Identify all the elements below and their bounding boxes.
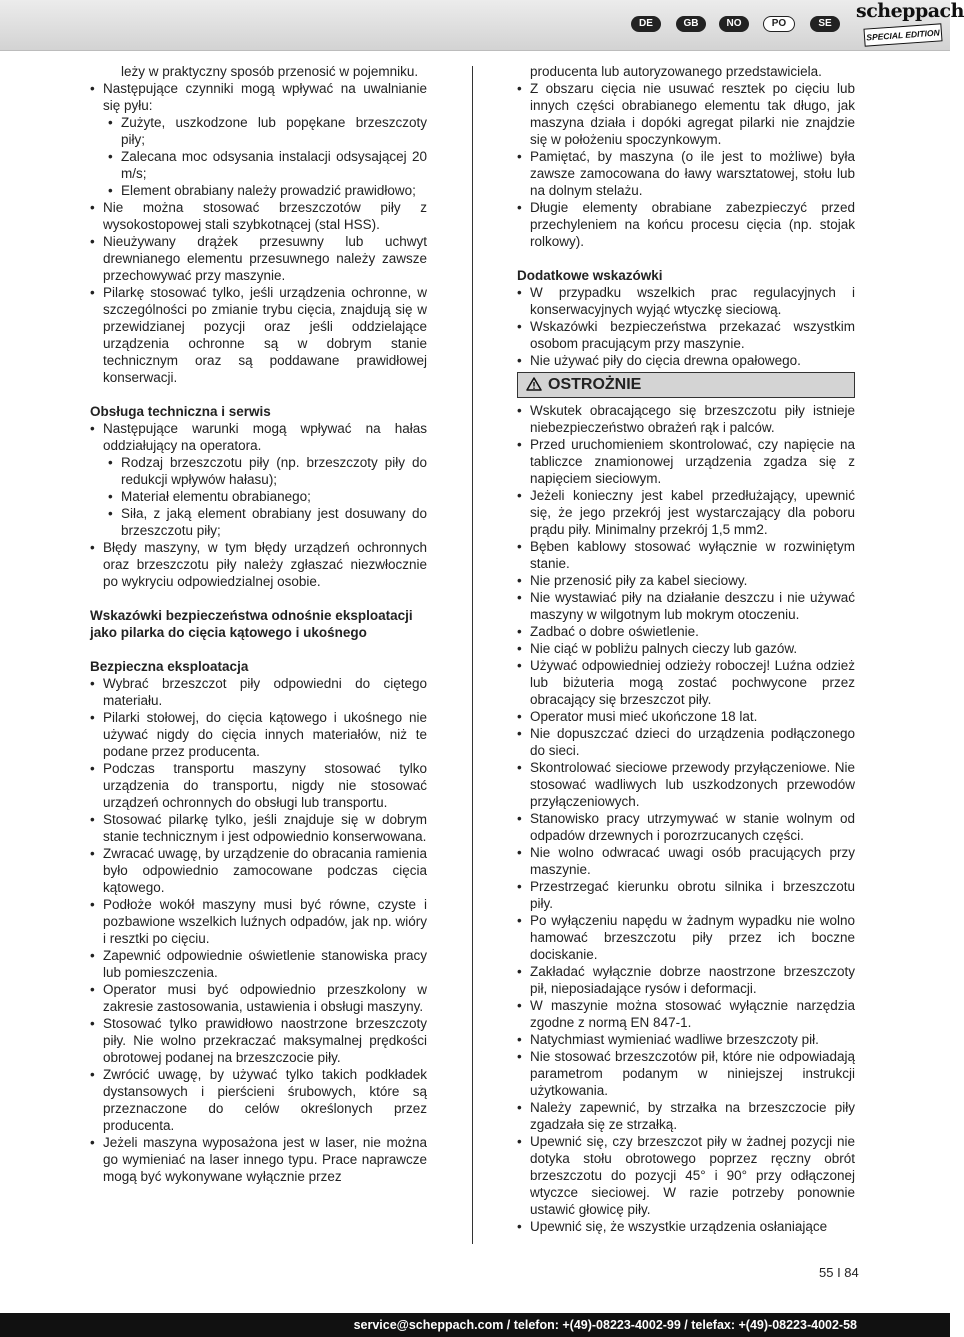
- list-item: • Nie wolno odwracać uwagi osób pracujących przy maszynie.: [517, 844, 855, 878]
- list-item: • Nie używać piły do cięcia drewna opałowego.: [517, 352, 855, 369]
- list-item: • Podłoże wokół maszyny musi być równe, czyste i pozbawione wszelkich luźnych odpadów, jak np. wióry i resztki po cięciu.: [90, 896, 427, 947]
- warning-triangle-icon: [526, 377, 542, 391]
- paragraph: producenta lub autoryzowanego przedstawiciela.: [530, 64, 822, 79]
- logo-edition-badge: SPECIAL EDITION: [863, 23, 942, 46]
- list-item: • W maszynie można stosować wyłącznie narzędzia zgodne z normą EN 847-1.: [517, 997, 855, 1031]
- list-item: • Jeżeli maszyna wyposażona jest w laser, nie można go wymieniać na laser innego typu. Prace naprawcze mogą być wykonywane wyłącznie przez: [90, 1134, 427, 1185]
- list-item: • Przed uruchomieniem skontrolować, czy napięcie na tabliczce znamionowej urządzenia zgadza się z napięciem sieciowym.: [517, 436, 855, 487]
- sub-list-item: • Materiał elementu obrabianego;: [90, 488, 427, 505]
- list-item: • W przypadku wszelkich prac regulacyjnych i konserwacyjnych wyjąć wtyczkę sieciową.: [517, 284, 855, 318]
- list-item: • Bęben kablowy stosować wyłącznie w rozwiniętym stanie.: [517, 538, 855, 572]
- lang-tab-no[interactable]: NO: [719, 16, 749, 32]
- sub-list-item: • Zużyte, uszkodzone lub popękane brzeszczoty piły;: [90, 114, 427, 148]
- logo-brand: scheppach: [856, 0, 964, 22]
- list-item: • Wybrać brzeszczot piły odpowiedni do ciętego materiału.: [90, 675, 427, 709]
- list-item: • Natychmiast wymieniać wadliwe brzeszczoty pił.: [517, 1031, 855, 1048]
- sub-list-item: • Zalecana moc odsysania instalacji odsysającej 20 m/s;: [90, 148, 427, 182]
- list-item: • Nie można stosować brzeszczotów piły z wysokostopowej stali szybkotnącej (stal HSS).: [90, 199, 427, 233]
- list-item: • Należy zapewnić, by strzałka na brzeszczocie piły zgadzała się ze strzałką.: [517, 1099, 855, 1133]
- right-column: [517, 63, 855, 1235]
- scheppach-logo: [852, 0, 964, 44]
- list-item: • Stosować pilarkę tylko, jeśli znajduje się w dobrym stanie technicznym i jest odpowiednio konserwowana.: [90, 811, 427, 845]
- section-heading: Dodatkowe wskazówki: [517, 268, 663, 283]
- section-heading: Bezpieczna eksploatacja: [90, 659, 249, 674]
- list-item: • Po wyłączeniu napędu w żadnym wypadku nie wolno hamować brzeszczotu piły przez ich boczne dociskanie.: [517, 912, 855, 963]
- list-item: • Przestrzegać kierunku obrotu silnika i brzeszczotu piły.: [517, 878, 855, 912]
- list-item: • Nie przenosić piły za kabel sieciowy.: [517, 572, 855, 589]
- list-item: • Operator musi być odpowiednio przeszkolony w zakresie zastosowania, ustawienia i obsługi maszyny.: [90, 981, 427, 1015]
- sub-list-item: • Element obrabiany należy prowadzić prawidłowo;: [90, 182, 427, 199]
- sub-list-item: • Rodzaj brzeszczotu piły (np. brzeszczoty piły do redukcji wpływów hałasu);: [90, 454, 427, 488]
- list-item: • Z obszaru cięcia nie usuwać resztek po cięciu lub innych części obrabianego elementu tak długo, jak maszyna działa i dopóki agregat pilarki nie znajdzie się w położeniu spoczynkowym.: [517, 80, 855, 148]
- list-item: • Zapewnić odpowiednie oświetlenie stanowiska pracy lub pomieszczenia.: [90, 947, 427, 981]
- paragraph: leży w praktyczny sposób przenosić w pojemniku.: [121, 64, 419, 79]
- section-heading: Wskazówki bezpieczeństwa odnośnie eksploatacji jako pilarka do cięcia kątowego i ukośnego: [90, 608, 413, 640]
- list-item: • Wskutek obracającego się brzeszczotu piły istnieje niebezpieczeństwo obrażeń rąk i palców.: [517, 402, 855, 436]
- list-item: • Błędy maszyny, w tym błędy urządzeń ochronnych oraz brzeszczotu piły należy zgłaszać niezwłocznie po wykryciu odpowiedzialnej osobie.: [90, 539, 427, 590]
- list-item: • Upewnić się, że wszystkie urządzenia osłaniające: [517, 1218, 855, 1235]
- lang-tab-se[interactable]: SE: [810, 16, 840, 32]
- column-divider: [472, 66, 473, 1244]
- list-item: • Nieużywany drążek przesuwny lub uchwyt drewnianego elementu przesuwnego należy zawsze przechowywać przy maszynie.: [90, 233, 427, 284]
- page-header: [0, 0, 964, 51]
- caution-label: OSTROŻNIE: [548, 376, 642, 393]
- list-item: • Nie stosować brzeszczotów pił, które nie odpowiadają parametrom podanym w niniejszej instrukcji użytkowania.: [517, 1048, 855, 1099]
- list-item: • Nie ciąć w pobliżu palnych cieczy lub gazów.: [517, 640, 855, 657]
- list-item: • Upewnić się, czy brzeszczot piły w żadnej pozycji nie dotyka stołu obrotowego poprzez ręczny obrót brzeszczotu do pozycji 45° i 90° przy odłączonej wtyczce sieciowej. W razie potrzeby ponownie ustawić głowicę piły.: [517, 1133, 855, 1218]
- list-item: • Operator musi mieć ukończone 18 lat.: [517, 708, 855, 725]
- list-item: • Nie wystawiać piły na działanie deszczu i nie używać maszyny w wilgotnym lub mokrym otoczeniu.: [517, 589, 855, 623]
- lang-tab-gb[interactable]: GB: [676, 16, 706, 32]
- list-item: • Pilarki stołowej, do cięcia kątowego i ukośnego nie używać nigdy do cięcia innych materiałów, niż te podane przez producenta.: [90, 709, 427, 760]
- list-item: • Zadbać o dobre oświetlenie.: [517, 623, 855, 640]
- footer-contact: service@scheppach.com / telefon: +(49)-08223-4002-99 / telefax: +(49)-08223-4002-58: [353, 1318, 857, 1332]
- list-item: • Długie elementy obrabiane zabezpieczyć przed przechyleniem na końcu procesu cięcia (np. stojak rolkowy).: [517, 199, 855, 250]
- section-heading: Obsługa techniczna i serwis: [90, 404, 271, 419]
- list-item: • Następujące warunki mogą wpływać na hałas oddziałujący na operatora.: [90, 420, 427, 454]
- list-item: • Następujące czynniki mogą wpływać na uwalnianie się pyłu:: [90, 80, 427, 114]
- list-item: • Pilarkę stosować tylko, jeśli urządzenia ochronne, w szczególności po zmianie trybu cięcia, znajdują się w przewidzianej pozycji oraz jeśli oddzielające urządzenia ochronne są w dobrym stanie technicznym oraz są poddawane prawidłowej konserwacji.: [90, 284, 427, 386]
- page-number: 55 I 84: [819, 1265, 859, 1280]
- list-item: • Wskazówki bezpieczeństwa przekazać wszystkim osobom pracującym przy maszynie.: [517, 318, 855, 352]
- list-item: • Zwracać uwagę, by urządzenie do obracania ramienia było odpowiednio zamocowane podczas cięcia kątowego.: [90, 845, 427, 896]
- list-item: • Podczas transportu maszyny stosować tylko urządzenia do transportu, nigdy nie stosować urządzeń ochronnych do obsługi lub transportu.: [90, 760, 427, 811]
- lang-tab-de[interactable]: DE: [631, 16, 661, 32]
- page-footer: [0, 1313, 950, 1337]
- list-item: • Używać odpowiedniej odzieży roboczej! Luźna odzież lub biżuteria mogą zostać pochwycone przez obracający się brzeszczot piły.: [517, 657, 855, 708]
- list-item: • Stanowisko pracy utrzymywać w stanie wolnym od odpadów drzewnych i porozrzucanych części.: [517, 810, 855, 844]
- list-item: • Nie dopuszczać dzieci do urządzenia podłączonego do sieci.: [517, 725, 855, 759]
- caution-box: [517, 372, 855, 398]
- lang-tab-po[interactable]: PO: [763, 16, 795, 32]
- list-item: • Skontrolować sieciowe przewody przyłączeniowe. Nie stosować wadliwych lub uszkodzonych przewodów przyłączeniowych.: [517, 759, 855, 810]
- list-item: • Pamiętać, by maszyna (o ile jest to możliwe) była zawsze zamocowana do ławy warsztatowej, stołu lub na dolnym stelażu.: [517, 148, 855, 199]
- list-item: • Jeżeli konieczny jest kabel przedłużający, upewnić się, że jego przekrój jest wystarczający dla poboru prądu piły. Minimalny przekrój 1,5 mm2.: [517, 487, 855, 538]
- sub-list-item: • Siła, z jaką element obrabiany jest dosuwany do brzeszczotu piły;: [90, 505, 427, 539]
- list-item: • Zwrócić uwagę, by używać tylko takich podkładek dystansowych i pierścieni śrubowych, które są przeznaczone do celów określonych przez producenta.: [90, 1066, 427, 1134]
- list-item: • Stosować tylko prawidłowo naostrzone brzeszczoty piły. Nie wolno przekraczać maksymalnej prędkości obrotowej podanej na brzeszczocie piły.: [90, 1015, 427, 1066]
- list-item: • Zakładać wyłącznie dobrze naostrzone brzeszczoty pił, nieposiadające rysów i deformacji.: [517, 963, 855, 997]
- left-column: [90, 63, 427, 1185]
